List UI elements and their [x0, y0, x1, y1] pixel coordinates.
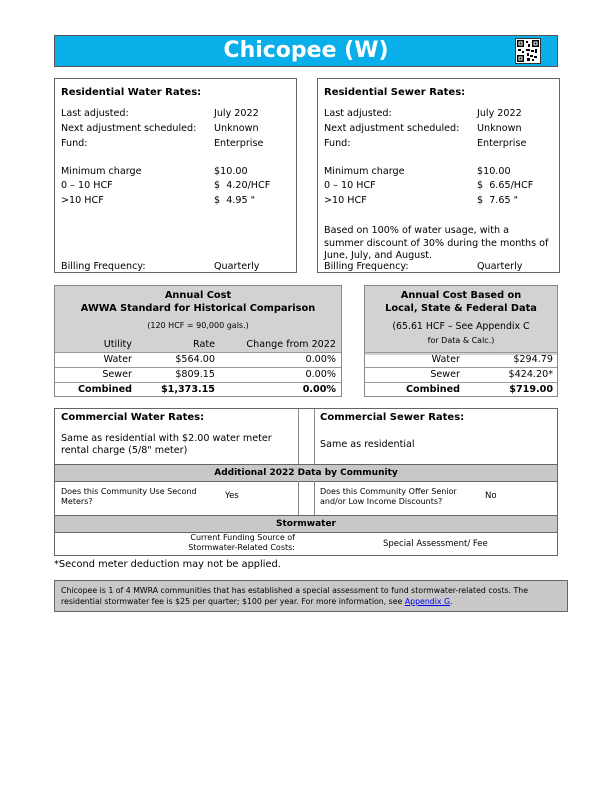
awwa-column-headers [55, 337, 341, 352]
local-title: Annual Cost Based on [400, 290, 522, 301]
local-note-2: for Data & Calc.) [427, 336, 495, 345]
row-label: Next adjustment scheduled: [324, 123, 460, 134]
residential-water-rates-box [54, 78, 297, 273]
sewer-note: Based on 100% of water usage, with a summer discount of 30% during the months of June, July, and August. [324, 225, 549, 261]
utility-cell: Sewer [430, 369, 460, 380]
table-row [365, 367, 557, 382]
additional-data-band: Additional 2022 Data by Community [55, 464, 557, 482]
change-cell: 0.00% [305, 369, 336, 380]
row-value: $ 6.65/HCF [477, 180, 534, 191]
row-value: Quarterly [214, 261, 260, 272]
commercial-sewer-heading: Commercial Sewer Rates: [320, 412, 465, 423]
stormwater-funding-label: Current Funding Source of Stormwater-Related Costs: [188, 533, 295, 552]
row-label: Minimum charge [324, 166, 405, 177]
info-text-end: . [450, 597, 453, 606]
col-header-rate: Rate [193, 339, 215, 350]
sewer-last-adjusted-row [324, 108, 553, 122]
col-header-utility: Utility [103, 339, 132, 350]
commercial-sewer-text: Same as residential [320, 439, 415, 450]
utility-cell: Water [103, 354, 132, 365]
commercial-water-heading: Commercial Water Rates: [61, 412, 205, 423]
rate-cell: $719.00 [509, 384, 553, 395]
stormwater-info-box [54, 580, 568, 612]
row-label: 0 – 10 HCF [324, 180, 376, 191]
stormwater-funding-value: Special Assessment/ Fee [383, 539, 488, 549]
water-tier2-row [61, 195, 290, 209]
rate-cell: $809.15 [175, 369, 215, 380]
sewer-next-adjustment-row [324, 123, 553, 137]
table-total-row [365, 382, 557, 397]
row-label: Last adjusted: [324, 108, 392, 119]
row-label: Billing Frequency: [324, 261, 409, 272]
utility-cell: Combined [78, 384, 132, 395]
table-row [365, 352, 557, 367]
divider [298, 481, 299, 515]
local-subtitle: Local, State & Federal Data [385, 303, 537, 314]
water-minimum-charge-row [61, 166, 290, 180]
row-value: Unknown [477, 123, 522, 134]
row-label: 0 – 10 HCF [61, 180, 113, 191]
row-label: Fund: [324, 138, 351, 149]
change-cell: 0.00% [305, 354, 336, 365]
local-annual-cost-panel [364, 285, 558, 397]
sewer-billing-frequency-row [324, 261, 553, 275]
water-billing-frequency-row [61, 261, 290, 275]
row-label: Next adjustment scheduled: [61, 123, 197, 134]
table-total-row [55, 382, 341, 397]
row-label: >10 HCF [61, 195, 104, 206]
stormwater-band: Stormwater [55, 515, 557, 533]
rate-cell: $1,373.15 [160, 384, 215, 395]
sewer-tier1-row [324, 180, 553, 194]
utility-cell: Sewer [102, 369, 132, 380]
awwa-subtitle: AWWA Standard for Historical Comparison [80, 303, 316, 314]
row-label: Last adjusted: [61, 108, 129, 119]
row-value: $ 4.95 " [214, 195, 256, 206]
row-value: Enterprise [477, 138, 527, 149]
row-value: July 2022 [214, 108, 259, 119]
awwa-note: (120 HCF = 90,000 gals.) [147, 321, 249, 330]
col-header-change: Change from 2022 [246, 339, 336, 350]
row-label: >10 HCF [324, 195, 367, 206]
commercial-water-text: Same as residential with $2.00 water meter rental charge (5/8" meter) [61, 433, 272, 456]
info-text: Chicopee is 1 of 4 MWRA communities that has established a special assessment to fund stormwater-related costs. The residential stormwater fee is $25 per quarter; $100 per year. For more information, see [61, 586, 529, 606]
second-meters-answer: Yes [225, 491, 239, 501]
commercial-and-additional-section [54, 408, 558, 556]
sewer-fund-row [324, 138, 553, 152]
awwa-title: Annual Cost [164, 290, 232, 301]
appendix-g-link[interactable]: Appendix G [404, 597, 451, 606]
divider [298, 409, 299, 464]
utility-cell: Combined [406, 384, 460, 395]
row-value: Quarterly [477, 261, 523, 272]
row-value: Enterprise [214, 138, 264, 149]
awwa-header [55, 286, 341, 337]
water-rates-heading: Residential Water Rates: [61, 87, 202, 98]
local-header [365, 286, 557, 355]
row-value: $10.00 [477, 166, 511, 177]
row-label: Fund: [61, 138, 88, 149]
row-value: $ 4.20/HCF [214, 180, 271, 191]
awwa-annual-cost-panel [54, 285, 342, 397]
discounts-question: Does this Community Offer Senior and/or Low Income Discounts? [320, 487, 457, 506]
local-note-1: (65.61 HCF – See Appendix C [392, 321, 530, 332]
utility-cell: Water [431, 354, 460, 365]
row-value: $ 7.65 " [477, 195, 519, 206]
row-label: Minimum charge [61, 166, 142, 177]
divider [314, 481, 315, 515]
qr-code-icon [515, 38, 541, 64]
rate-cell: $294.79 [513, 354, 553, 365]
row-label: Billing Frequency: [61, 261, 146, 272]
table-row [55, 367, 341, 382]
change-cell: 0.00% [302, 384, 336, 395]
residential-sewer-rates-box [317, 78, 560, 273]
row-value: $10.00 [214, 166, 248, 177]
community-title-bar [54, 35, 558, 67]
row-value: July 2022 [477, 108, 522, 119]
rate-cell: $424.20* [508, 369, 553, 380]
sewer-minimum-charge-row [324, 166, 553, 180]
row-value: Unknown [214, 123, 259, 134]
community-title: Chicopee (W) [223, 38, 389, 63]
water-tier1-row [61, 180, 290, 194]
water-next-adjustment-row [61, 123, 290, 137]
second-meters-question: Does this Community Use Second Meters? [61, 487, 197, 506]
footnote: *Second meter deduction may not be applied. [54, 559, 281, 570]
discounts-answer: No [485, 491, 497, 501]
divider [314, 409, 315, 464]
rate-cell: $564.00 [175, 354, 215, 365]
sewer-tier2-row [324, 195, 553, 209]
table-row [55, 352, 341, 367]
water-fund-row [61, 138, 290, 152]
water-last-adjusted-row [61, 108, 290, 122]
sewer-rates-heading: Residential Sewer Rates: [324, 87, 466, 98]
